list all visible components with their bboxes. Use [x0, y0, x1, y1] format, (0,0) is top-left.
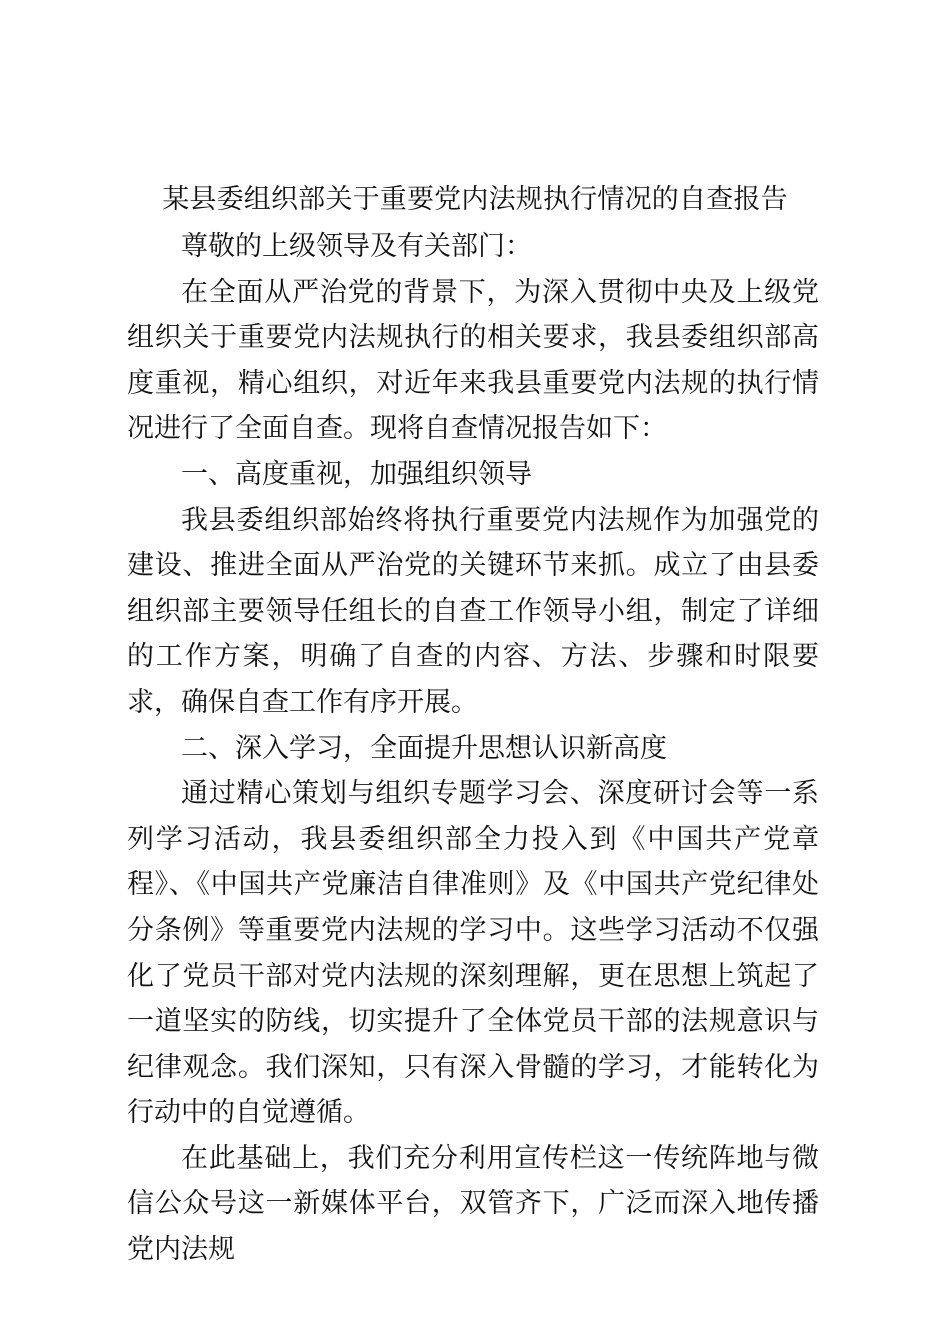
section-heading: 一、高度重视，加强组织领导 [181, 458, 532, 490]
document-body [127, 224, 819, 1273]
paragraph: 在此基础上，我们充分利用宣传栏这一传统阵地与微信公众号这一新媒体平台，双管齐下，广泛而深入地传播党内法规 [127, 1142, 819, 1266]
paragraph: 通过精心策划与组织专题学习会、深度研讨会等一系列学习活动，我县委组织部全力投入到《中国共产党章程》、《中国共产党廉洁自律准则》及《中国共产党纪律处分条例》等重要党内法规的学习中。这些学习活动不仅强化了党员干部对党内法规的深刻理解，更在思想上筑起了一道坚实的防线，切实提升了全体党员干部的法规意识与纪律观念。我们深知，只有深入骨髓的学习，才能转化为行动中的自觉遵循。 [127, 778, 819, 1129]
section-heading: 二、深入学习，全面提升思想认识新高度 [181, 732, 667, 764]
paragraph: 在全面从严治党的背景下，为深入贯彻中央及上级党组织关于重要党内法规执行的相关要求，我县委组织部高度重视，精心组织，对近年来我县重要党内法规的执行情况进行了全面自查。现将自查情况报告如下： [127, 276, 819, 445]
document-title: 某县委组织部关于重要党内法规执行情况的自查报告 [162, 184, 788, 215]
paragraph: 我县委组织部始终将执行重要党内法规作为加强党的建设、推进全面从严治党的关键环节来抓。成立了由县委组织部主要领导任组长的自查工作领导小组，制定了详细的工作方案，明确了自查的内容、方法、步骤和时限要求，确保自查工作有序开展。 [127, 504, 819, 718]
salutation: 尊敬的上级领导及有关部门： [181, 231, 532, 262]
